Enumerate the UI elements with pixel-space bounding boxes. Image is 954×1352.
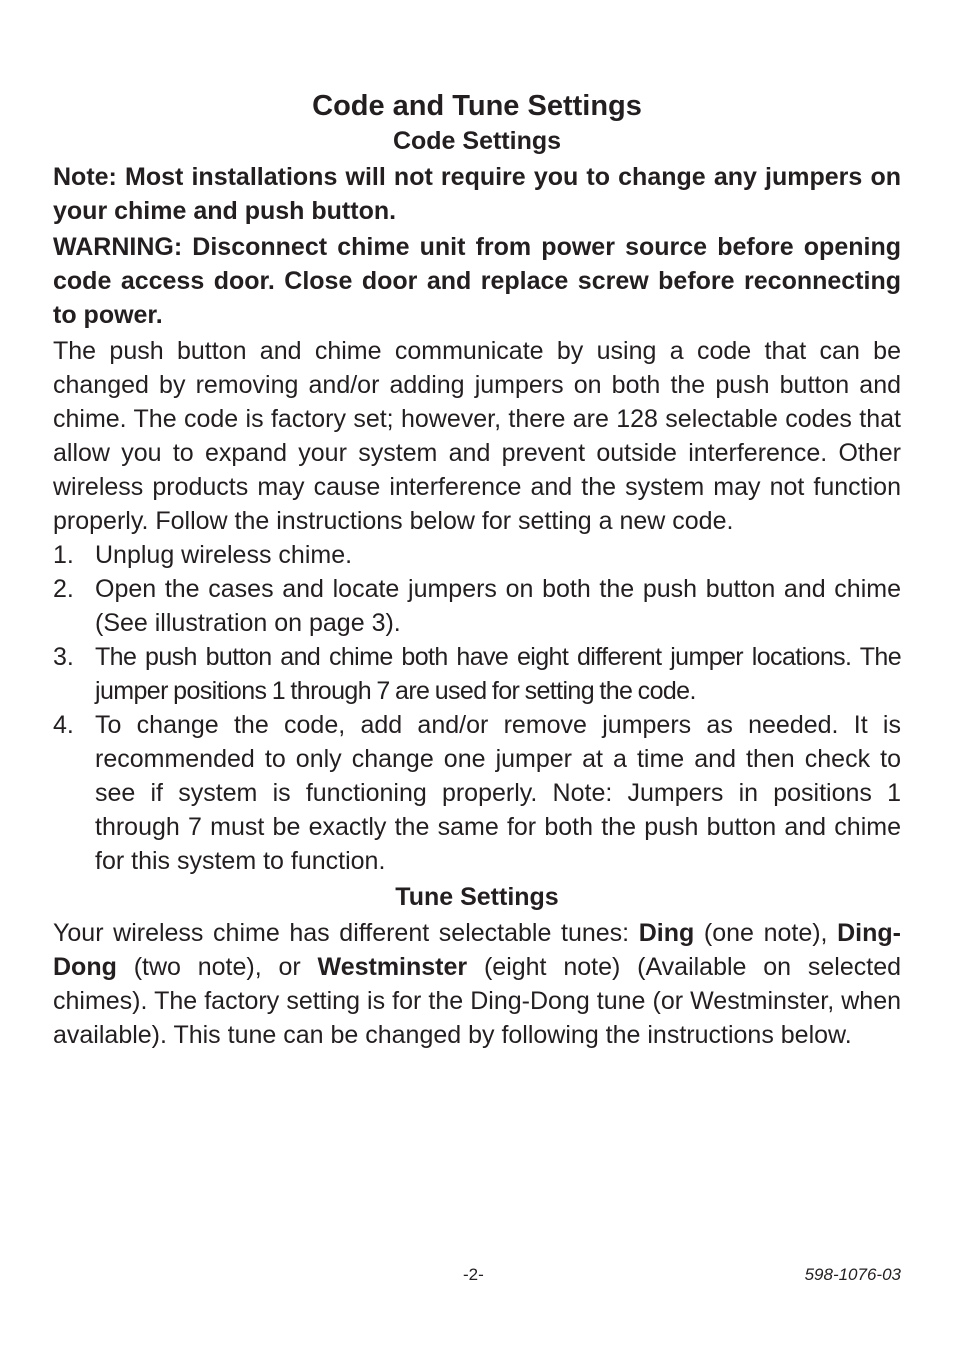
code-settings-heading: Code Settings: [392, 127, 562, 155]
list-item: [53, 572, 901, 640]
list-item: [53, 708, 901, 878]
page-title: Code and Tune Settings: [312, 90, 642, 122]
list-item: [53, 538, 901, 572]
step-text: Open the cases and locate jumpers on both the push button and chime (See illustration on page 3).: [95, 575, 901, 637]
step-number: 1.: [53, 541, 74, 569]
step-number: 3.: [53, 643, 74, 671]
tune-ding-dong: Ding-Dong: [53, 919, 901, 981]
step-text: Unplug wireless chime.: [95, 541, 353, 569]
tune-text-2: (one note),: [694, 919, 838, 947]
list-item: [53, 640, 901, 708]
step-text: To change the code, add and/or remove jumpers as needed. It is recommended to only change one jumper at a time and then check to see if system is functioning properly. Note: Jumpers in positions 1 through 7 must be exactly the same for both the push button and chime for this system to function.: [95, 711, 901, 875]
note-paragraph: Note: Most installations will not require you to change any jumpers on your chime and push button.: [53, 163, 901, 225]
tune-text-3: (two note), or: [116, 953, 318, 981]
step-text: The push button and chime both have eight different jumper locations. The jumper positions 1 through 7 are used for setting the code.: [95, 643, 901, 705]
step-number: 2.: [53, 575, 74, 603]
tune-text-4: (eight note) (Available on selected chimes). The factory setting is for the Ding-Dong tune (or Westminster, when available). This tune can be changed by following the instructions below.: [53, 953, 902, 1049]
tune-text-1: Your wireless chime has different selectable tunes:: [53, 919, 639, 947]
tune-westminster: Westminster: [317, 953, 468, 981]
steps-list: [53, 538, 901, 878]
intro-paragraph: The push button and chime communicate by using a code that can be changed by removing and/or adding jumpers on both the push button and chime. The code is factory set; however, there are 128 selectable codes that allow you to expand your system and prevent outside interference. Other wireless products may cause interference and the system may not function properly. Follow the instructions below for setting a new code.: [53, 337, 901, 535]
tune-ding: Ding: [638, 919, 695, 947]
tune-settings-heading: Tune Settings: [395, 883, 559, 911]
page-number: -2-: [463, 1265, 484, 1284]
step-number: 4.: [53, 711, 74, 739]
tune-paragraph: [53, 916, 901, 1052]
document-id: 598-1076-03: [804, 1265, 901, 1284]
document-page: [53, 88, 901, 1052]
warning-paragraph: WARNING: Disconnect chime unit from power source before opening code access door. Close door and replace screw before reconnecting to power.: [53, 233, 901, 329]
